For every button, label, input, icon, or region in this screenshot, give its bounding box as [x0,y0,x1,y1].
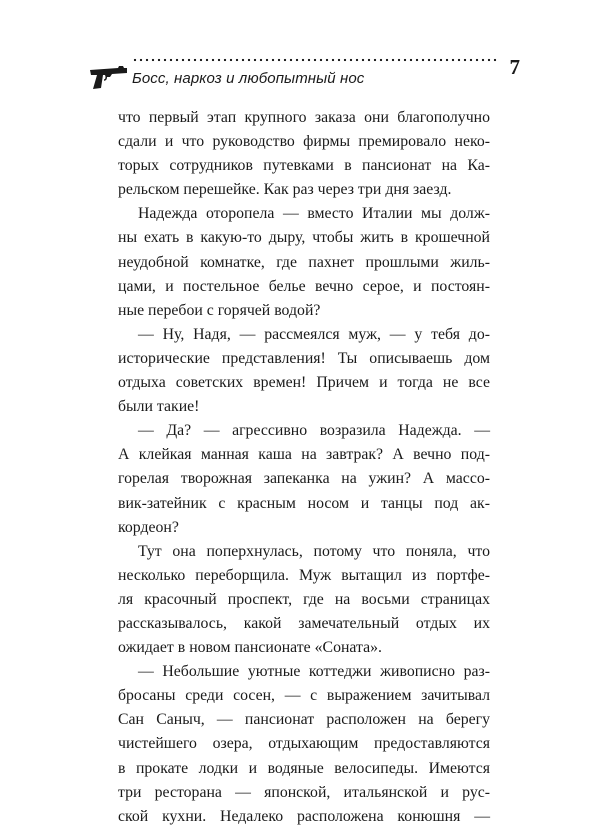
text-line: — Небольшие уютные коттеджи живописно раз- [138,663,490,681]
text-line: в прокате лодки и водяные велосипеды. Имеются [118,759,490,777]
text-line: ны ехать в какую-то дыру, чтобы жить в крошечной [118,229,490,247]
running-head: Босс, наркоз и любопытный нос [132,70,365,87]
text-line: были такие! [118,398,200,416]
text-line: Тут она поперхнулась, потому что поняла, что [138,542,490,560]
text-line: А клейкая манная каша на завтрак? А вечно под- [118,446,490,464]
text-line: несколько переборщила. Муж вытащил из портфе- [118,566,490,584]
text-line: ля красочный проспект, где на восьми страницах [118,590,490,608]
text-line: рельском перешейке. Как раз через три дня заезд. [118,181,452,199]
text-line: неудобной комнатке, где пахнет прошлыми жиль- [118,253,490,271]
text-line: — Ну, Надя, — рассмеялся муж, — у тебя до- [138,325,490,343]
text-line: что первый этап крупного заказа они благополучно [118,109,490,126]
text-line: Надежда оторопела — вместо Италии мы долж- [138,205,490,223]
text-line: ные перебои с горячей водой? [118,301,321,319]
text-line: вик-затейник с красным носом и танцы под ак- [118,494,490,512]
dotted-rule [132,58,498,62]
body-text [118,106,490,829]
revolver-icon [88,64,128,90]
text-line: торых сотрудников путевками в пансионат на Ка- [118,157,490,175]
text-line: исторические представления! Ты описываешь дом [118,349,490,367]
text-line: — Да? — агрессивно возразила Надежда. — [138,422,490,440]
text-line: чистейшего озера, отдыхающим предоставляются [118,735,490,753]
text-line: кордеон? [118,518,179,536]
text-line: сдали и что руководство фирмы премировало неко- [118,133,490,151]
text-line: три ресторана — японской, итальянской и рус- [118,783,490,801]
text-line: ской кухни. Недалеко расположена конюшня — [118,807,490,825]
text-line: цами, и постельное белье вечно серое, и постоян- [118,277,490,295]
text-line: бросаны среди сосен, — с выражением зачитывал [118,687,490,705]
text-line: рассказывалось, какой замечательный отдых их [118,614,490,632]
text-line: отдыха советских времен! Причем и тогда не все [118,374,490,392]
text-line: горелая творожная запеканка на ужин? А массо- [118,470,490,488]
page-number: 7 [509,55,520,79]
text-line: ожидает в новом пансионате «Соната». [118,639,382,657]
page-header [88,50,520,110]
text-line: Сан Саныч, — пансионат расположен на берегу [118,711,490,729]
